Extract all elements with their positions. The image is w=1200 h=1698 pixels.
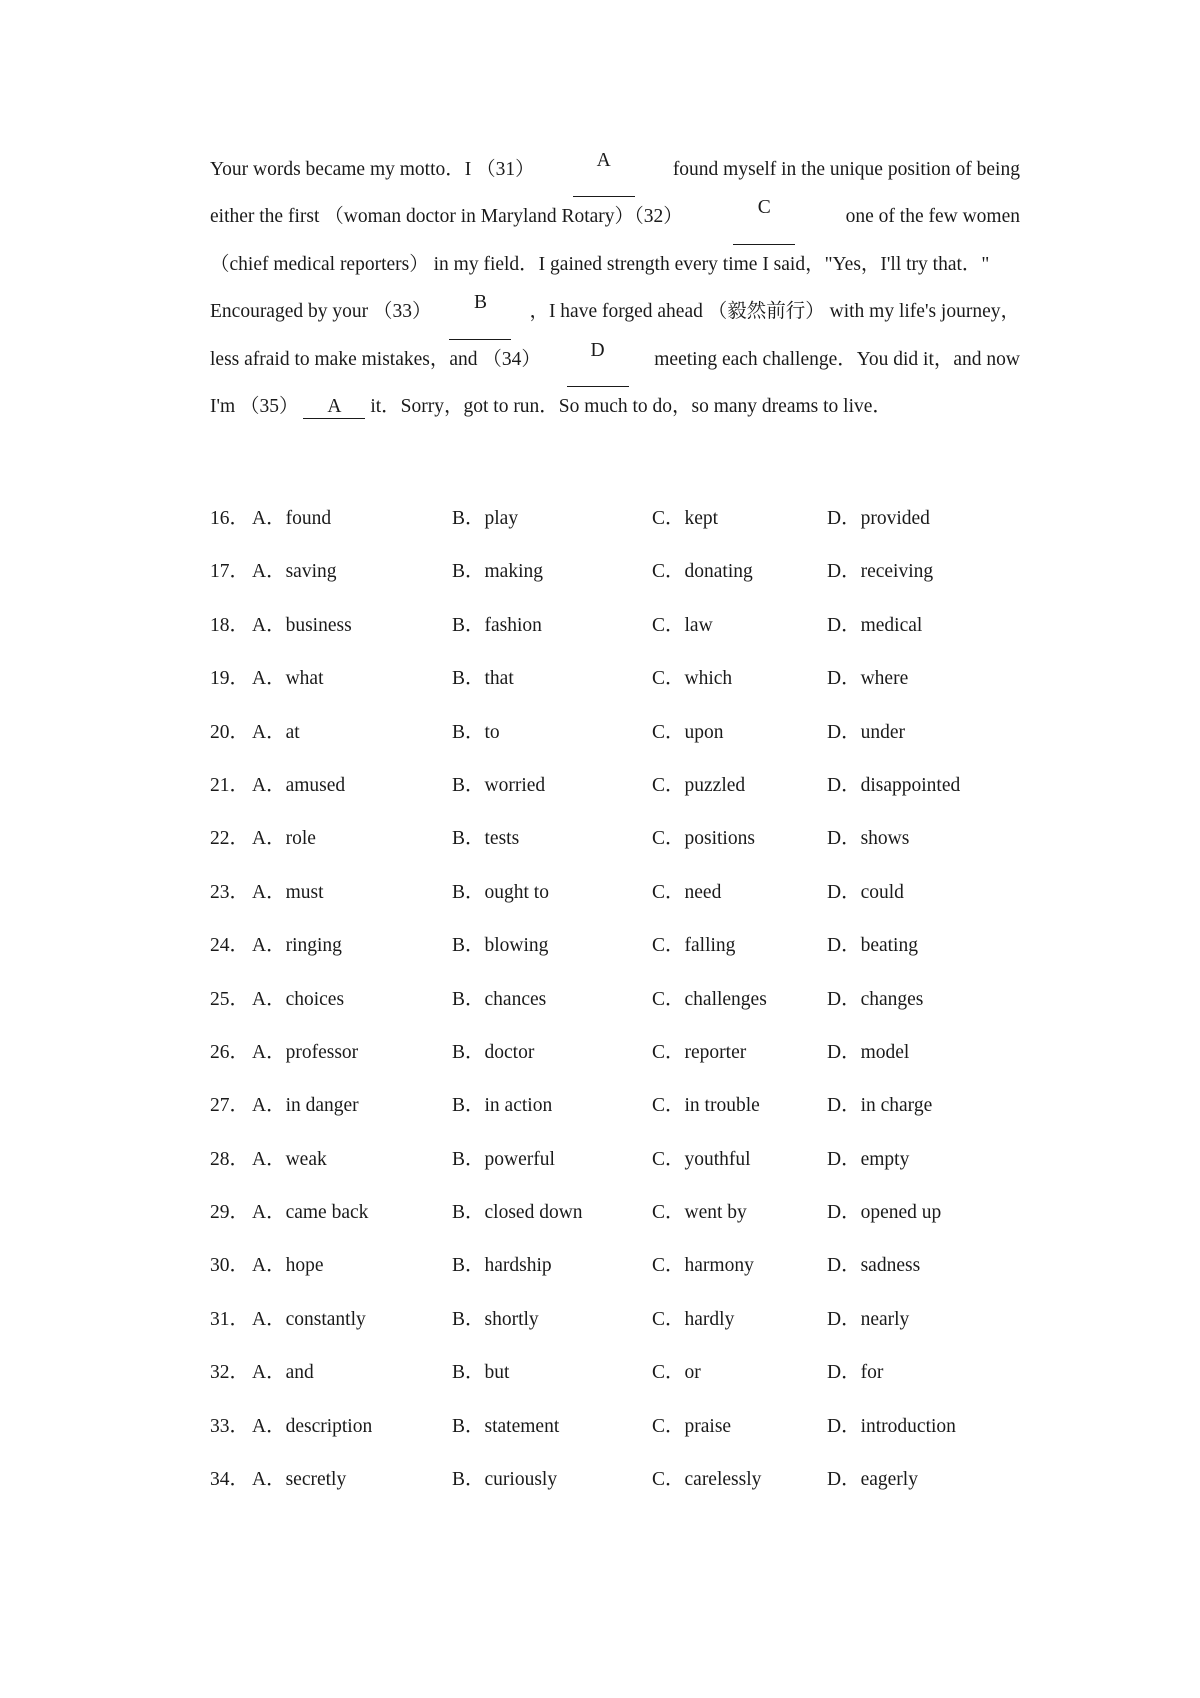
question-number: 16．: [210, 508, 250, 529]
option-c: C．carelessly: [652, 1469, 762, 1491]
question-number: 34．: [210, 1469, 250, 1491]
option-c: C．positions: [652, 828, 755, 850]
question-number: 19．: [210, 668, 250, 690]
answer-blank: C: [733, 197, 795, 244]
question-number: 33．: [210, 1415, 250, 1437]
option-d: D．introduction: [827, 1415, 956, 1437]
option-c: C．donating: [652, 561, 753, 583]
option-c: C．reporter: [652, 1041, 747, 1063]
option-a: A．choices: [252, 988, 345, 1010]
question-number: 18．: [210, 614, 250, 636]
option-c: C．law: [652, 614, 713, 636]
passage-text: it．Sorry，got to run．So much to do，so many dreams to live．: [370, 395, 892, 417]
passage-text: found myself in the unique position of being: [672, 159, 1020, 180]
passage-text: one of the few women: [845, 206, 1020, 228]
option-a: A．weak: [252, 1148, 327, 1170]
option-c: C．kept: [652, 508, 719, 529]
answer-blank: A: [573, 150, 635, 197]
question-number: 21．: [210, 774, 250, 796]
answer-blank: D: [567, 340, 629, 387]
option-d: D．beating: [827, 935, 918, 957]
passage-text: （chief medical reporters） in my field．I gained strength every time I said，"Yes，I'll try that．": [210, 253, 990, 275]
option-d: D．eagerly: [827, 1469, 918, 1491]
option-b: B．play: [452, 508, 519, 529]
question-list: [210, 506, 1010, 1520]
option-a: A．and: [252, 1362, 314, 1384]
passage-line: [210, 150, 1020, 197]
question-row: [210, 1147, 1010, 1200]
option-d: D．for: [827, 1362, 884, 1384]
option-a: A．at: [252, 721, 300, 743]
option-c: C．youthful: [652, 1148, 751, 1170]
option-c: C．challenges: [652, 988, 767, 1010]
passage-text: either the first （woman doctor in Maryland Rotary）（32）: [210, 206, 683, 228]
option-b: B．tests: [452, 828, 520, 850]
option-d: D．could: [827, 881, 904, 903]
option-c: C．falling: [652, 935, 736, 957]
option-a: A．must: [252, 881, 324, 903]
question-number: 23．: [210, 881, 250, 903]
question-number: 32．: [210, 1362, 250, 1384]
option-a: A．professor: [252, 1041, 359, 1063]
passage-text: meeting each challenge．You did it，and now: [654, 348, 1020, 370]
option-d: D．provided: [827, 508, 930, 529]
passage-line: [210, 197, 1020, 244]
question-row: [210, 1467, 1010, 1520]
option-b: B．doctor: [452, 1041, 535, 1063]
option-b: B．ought to: [452, 881, 549, 903]
option-b: B．shortly: [452, 1308, 539, 1330]
option-d: D．disappointed: [827, 774, 961, 796]
option-d: D．medical: [827, 614, 923, 636]
option-b: B．chances: [452, 988, 547, 1010]
question-row: [210, 720, 1010, 773]
question-row: [210, 506, 1010, 559]
option-b: B．but: [452, 1362, 510, 1384]
passage-text: Encouraged by your （33）: [210, 301, 432, 323]
option-d: D．in charge: [827, 1095, 933, 1117]
passage-text: ，I have forged ahead （毅然前行） with my life's journey，: [529, 301, 1020, 323]
option-c: C．hardly: [652, 1308, 735, 1330]
question-number: 28．: [210, 1148, 250, 1170]
passage-line: [210, 245, 1020, 292]
question-row: [210, 933, 1010, 986]
option-b: B．worried: [452, 774, 546, 796]
question-row: [210, 1414, 1010, 1467]
option-d: D．empty: [827, 1148, 910, 1170]
passage-text: less afraid to make mistakes，and （34）: [210, 348, 541, 370]
option-b: B．fashion: [452, 614, 542, 636]
answer-blank: B: [449, 292, 511, 339]
option-c: C．went by: [652, 1202, 747, 1224]
question-number: 29．: [210, 1202, 250, 1224]
question-row: [210, 1200, 1010, 1253]
question-row: [210, 826, 1010, 879]
question-number: 30．: [210, 1255, 250, 1277]
option-b: B．that: [452, 668, 514, 690]
option-d: D．nearly: [827, 1308, 910, 1330]
option-c: C．puzzled: [652, 774, 746, 796]
option-a: A．amused: [252, 774, 346, 796]
option-b: B．hardship: [452, 1255, 552, 1277]
reading-passage: [210, 150, 1020, 434]
option-a: A．in danger: [252, 1095, 359, 1117]
passage-line: [210, 387, 1020, 434]
option-b: B．statement: [452, 1415, 560, 1437]
question-number: 31．: [210, 1308, 250, 1330]
answer-blank: A: [303, 396, 365, 419]
option-b: B．in action: [452, 1095, 553, 1117]
option-d: D．shows: [827, 828, 910, 850]
option-a: A．description: [252, 1415, 373, 1437]
passage-line: [210, 292, 1020, 339]
option-b: B．to: [452, 721, 500, 743]
question-row: [210, 1253, 1010, 1306]
passage-text: I'm （35）: [210, 395, 299, 417]
question-number: 25．: [210, 988, 250, 1010]
passage-line: [210, 340, 1020, 387]
option-a: A．saving: [252, 561, 337, 583]
question-row: [210, 1360, 1010, 1413]
question-row: [210, 613, 1010, 666]
option-c: C．which: [652, 668, 733, 690]
passage-text: Your words became my motto．I （31）: [210, 159, 535, 180]
question-number: 27．: [210, 1095, 250, 1117]
option-b: B．making: [452, 561, 543, 583]
option-a: A．found: [252, 508, 332, 529]
option-a: A．constantly: [252, 1308, 366, 1330]
question-row: [210, 987, 1010, 1040]
option-c: C．harmony: [652, 1255, 754, 1277]
option-d: D．where: [827, 668, 909, 690]
option-b: B．blowing: [452, 935, 549, 957]
option-a: A．what: [252, 668, 324, 690]
option-d: D．changes: [827, 988, 924, 1010]
option-c: C．upon: [652, 721, 724, 743]
option-c: C．praise: [652, 1415, 732, 1437]
question-number: 17．: [210, 561, 250, 583]
question-number: 22．: [210, 828, 250, 850]
question-row: [210, 559, 1010, 612]
option-a: A．role: [252, 828, 316, 850]
option-b: B．closed down: [452, 1202, 583, 1224]
question-row: [210, 666, 1010, 719]
question-row: [210, 1093, 1010, 1146]
question-row: [210, 1307, 1010, 1360]
option-d: D．under: [827, 721, 905, 743]
option-a: A．came back: [252, 1202, 369, 1224]
option-a: A．hope: [252, 1255, 324, 1277]
option-a: A．business: [252, 614, 352, 636]
question-number: 24．: [210, 935, 250, 957]
question-row: [210, 773, 1010, 826]
option-d: D．model: [827, 1041, 910, 1063]
option-c: C．need: [652, 881, 722, 903]
option-a: A．ringing: [252, 935, 342, 957]
question-row: [210, 1040, 1010, 1093]
option-b: B．powerful: [452, 1148, 555, 1170]
option-b: B．curiously: [452, 1469, 558, 1491]
question-number: 26．: [210, 1041, 250, 1063]
question-number: 20．: [210, 721, 250, 743]
option-c: C．or: [652, 1362, 701, 1384]
option-a: A．secretly: [252, 1469, 347, 1491]
option-d: D．opened up: [827, 1202, 942, 1224]
option-d: D．sadness: [827, 1255, 921, 1277]
question-row: [210, 880, 1010, 933]
option-c: C．in trouble: [652, 1095, 760, 1117]
option-d: D．receiving: [827, 561, 934, 583]
